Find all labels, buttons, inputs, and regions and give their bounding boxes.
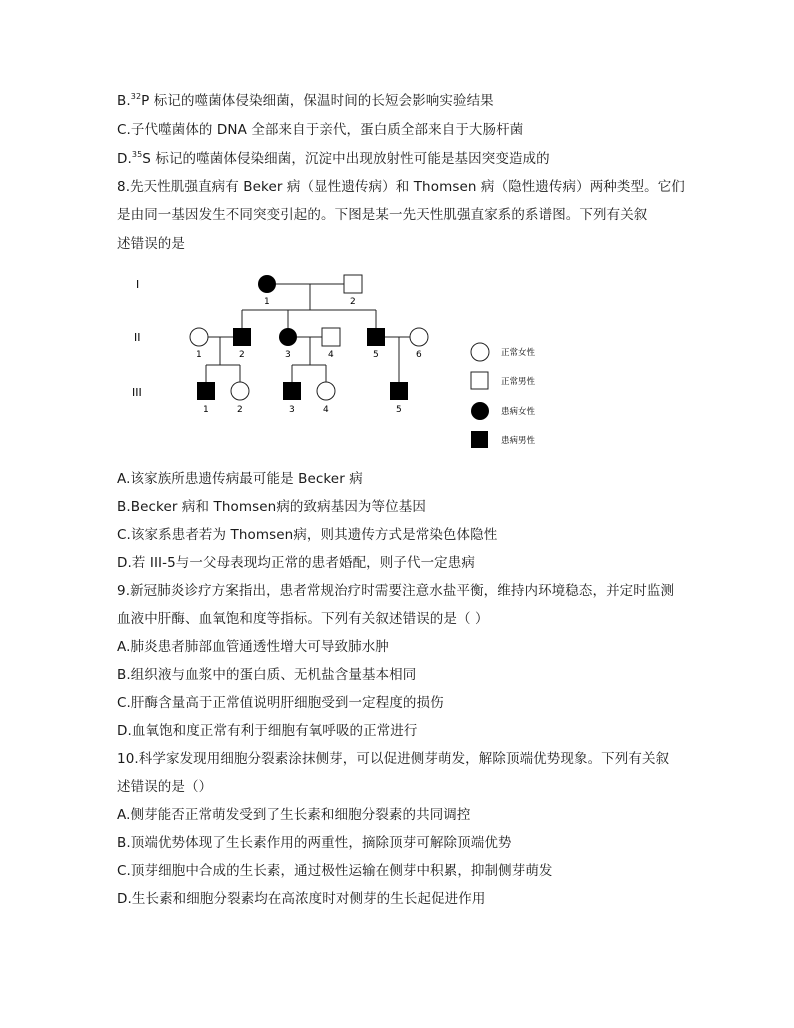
q9-option-a: A.肺炎患者肺部血管通透性增大可导致肺水肿: [117, 639, 389, 655]
q8-option-d: D.若 III-5与一父母表现均正常的患者婚配，则子代一定患病: [117, 555, 475, 571]
gen-label-2: II: [134, 331, 141, 344]
label-III-5: 5: [396, 405, 402, 415]
individual-III-2-normal-female: [231, 382, 249, 400]
label-II-4: 4: [328, 350, 334, 360]
q9-option-d: D.血氧饱和度正常有利于细胞有氧呼吸的正常进行: [117, 723, 418, 739]
label-II-5: 5: [373, 350, 379, 360]
legend-normal-female-symbol: [471, 343, 489, 361]
legend-affected-male-symbol: [471, 431, 488, 448]
label-I-2: 2: [350, 297, 356, 307]
q9-option-b: B.组织液与血浆中的蛋白质、无机盐含量基本相同: [117, 667, 417, 683]
q9-option-c: C.肝酶含量高于正常值说明肝细胞受到一定程度的损伤: [117, 695, 444, 711]
individual-II-3-affected-female: [279, 328, 297, 346]
individual-II-2-affected-male: [233, 328, 251, 346]
individual-III-3-affected-male: [283, 382, 301, 400]
individual-II-1-normal-female: [190, 328, 208, 346]
legend-normal-male-symbol: [471, 372, 488, 389]
label-II-3: 3: [285, 350, 291, 360]
legend-affected-female-symbol: [471, 402, 489, 420]
q8-stem-line-3: 述错误的是: [117, 236, 185, 252]
individual-II-6-normal-female: [410, 328, 428, 346]
individual-III-1-affected-male: [197, 382, 215, 400]
q8-option-b: B.Becker 病和 Thomsen病的致病基因为等位基因: [117, 499, 426, 515]
q9-stem-line-1: 9.新冠肺炎诊疗方案指出，患者常规治疗时需要注意水盐平衡，维持内环境稳态，并定时监测: [117, 583, 675, 599]
q10-option-d: D.生长素和细胞分裂素均在高浓度时对侧芽的生长起促进作用: [117, 891, 486, 907]
q10-option-a: A.侧芽能否正常萌发受到了生长素和细胞分裂素的共同调控: [117, 807, 471, 823]
q7-option-c: C.子代噬菌体的 DNA 全部来自于亲代，蛋白质全部来自于大肠杆菌: [117, 122, 524, 138]
individual-III-5-affected-male: [390, 382, 408, 400]
legend-affected-male-label: 患病男性: [501, 436, 536, 446]
individual-I-1-affected-female: [258, 275, 276, 293]
q8-stem-line-2: 是由同一基因发生不同突变引起的。下图是某一先天性肌强直家系的系谱图。下列有关叙: [117, 207, 648, 223]
legend-normal-male-label: 正常男性: [501, 377, 536, 387]
pedigree-chart: [120, 262, 560, 452]
q9-stem-line-2: 血液中肝酶、血氧饱和度等指标。下列有关叙述错误的是（ ）: [117, 611, 489, 627]
gen-label-1: I: [136, 278, 140, 291]
label-III-4: 4: [323, 405, 329, 415]
label-II-1: 1: [196, 350, 202, 360]
label-I-1: 1: [264, 297, 270, 307]
q8-option-a: A.该家族所患遗传病最可能是 Becker 病: [117, 471, 363, 487]
q10-stem-line-1: 10.科学家发现用细胞分裂素涂抹侧芽，可以促进侧芽萌发，解除顶端优势现象。下列有关叙: [117, 751, 670, 767]
label-II-6: 6: [416, 350, 422, 360]
label-III-2: 2: [237, 405, 243, 415]
label-II-2: 2: [239, 350, 245, 360]
individual-II-4-normal-male: [322, 328, 340, 346]
q7-option-d: D.$^{35}$S 标记的噬菌体侵染细菌，沉淀中出现放射性可能是基因突变造成的: [117, 150, 550, 167]
q10-option-c: C.顶芽细胞中合成的生长素，通过极性运输在侧芽中积累，抑制侧芽萌发: [117, 863, 553, 879]
q8-stem-line-1: 8.先天性肌强直病有 Beker 病（显性遗传病）和 Thomsen 病（隐性遗传病）两种类型。它们: [117, 179, 685, 195]
legend-normal-female-label: 正常女性: [501, 348, 536, 358]
q10-stem-line-2: 述错误的是（）: [117, 779, 213, 795]
q7-option-b: B.$^{32}$P 标记的噬菌体侵染细菌，保温时间的长短会影响实验结果: [117, 92, 494, 109]
individual-II-5-affected-male: [367, 328, 385, 346]
individual-III-4-normal-female: [317, 382, 335, 400]
q10-option-b: B.顶端优势体现了生长素作用的两重性，摘除顶芽可解除顶端优势: [117, 835, 512, 851]
gen-label-3: III: [132, 386, 142, 399]
label-III-3: 3: [289, 405, 295, 415]
q8-option-c: C.该家系患者若为 Thomsen病，则其遗传方式是常染色体隐性: [117, 527, 498, 543]
individual-I-2-normal-male: [344, 275, 362, 293]
legend-affected-female-label: 患病女性: [501, 407, 536, 417]
label-III-1: 1: [203, 405, 209, 415]
